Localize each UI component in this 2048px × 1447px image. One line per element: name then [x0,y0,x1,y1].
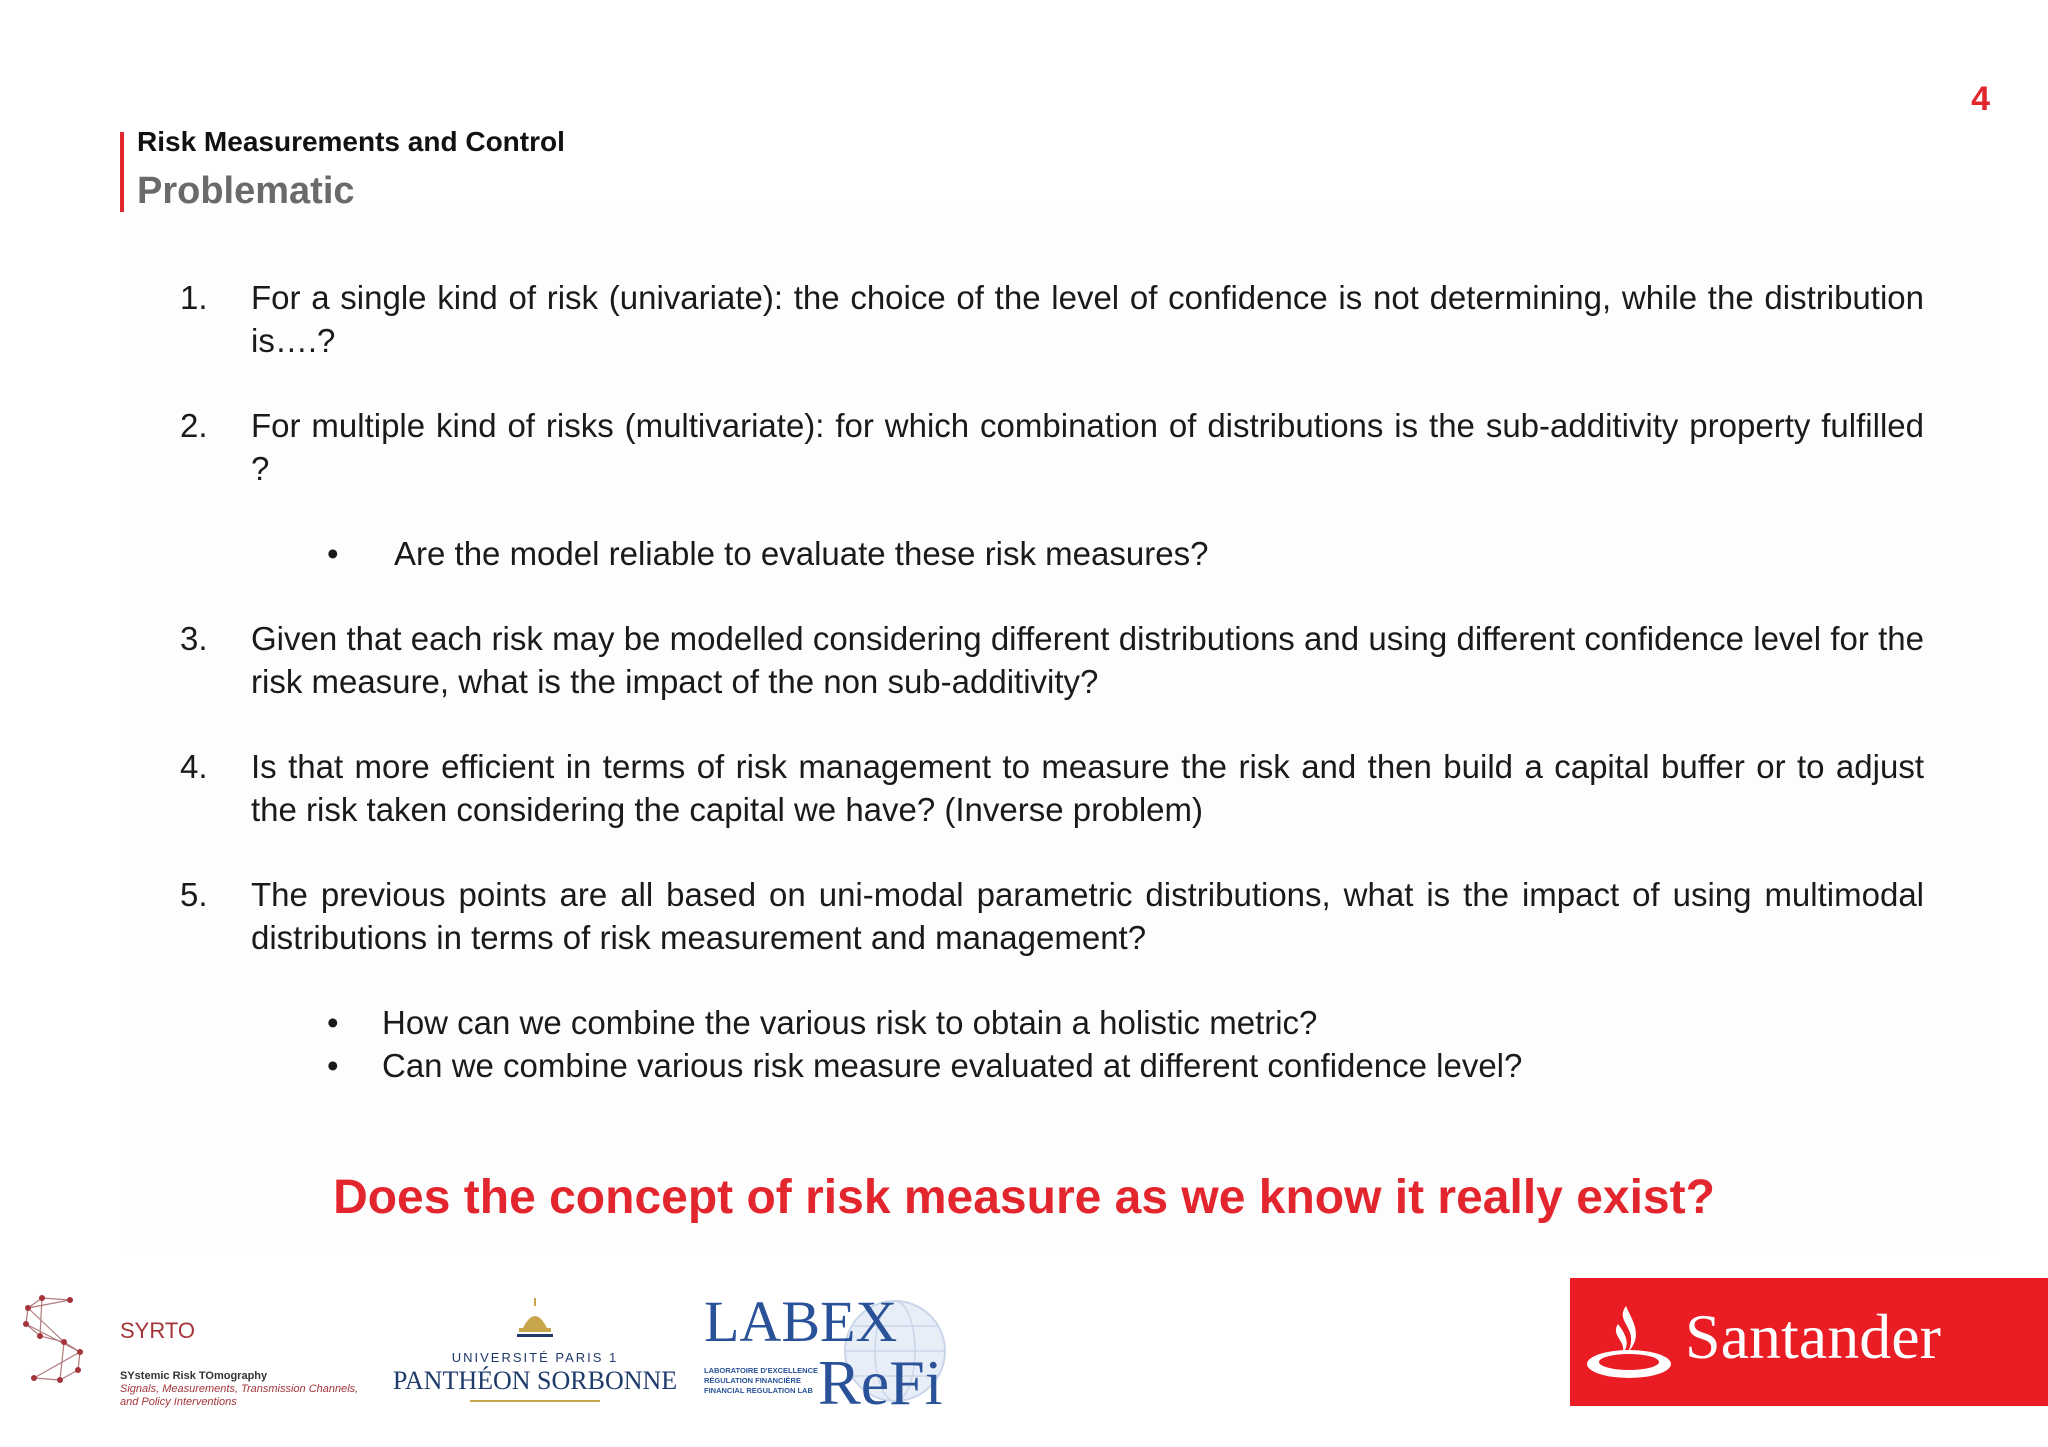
bullet-icon: • [327,1004,339,1041]
syrto-network-icon [20,1294,90,1384]
syrto-tagline-2: and Policy Interventions [120,1396,237,1408]
labex-subtitle-1: LABORATOIRE D'EXCELLENCE [704,1366,819,1375]
bullet-icon: • [327,1047,339,1084]
sorbonne-underline [470,1400,600,1402]
bullet-item [327,532,1924,575]
university-line-1: UNIVERSITÉ PARIS 1 [451,1350,619,1365]
item-number: 5. [180,876,208,913]
dome-icon [515,1298,555,1344]
item-text: For a single kind of risk (univariate): the choice of the level of confidence is not determining, while the distribution is….? [251,279,1924,359]
slide-title: Problematic [137,170,355,212]
item-number: 2. [180,407,208,444]
labex-refi-text: ReFi [818,1347,943,1418]
bullet-text: Can we combine various risk measure evaluated at different confidence level? [382,1047,1523,1084]
item-number: 1. [180,279,208,316]
key-question: Does the concept of risk measure as we know it really exist? [333,1171,1715,1224]
sub-bullets-2 [327,532,1924,575]
bullet-text: How can we combine the various risk to obtain a holistic metric? [382,1004,1318,1041]
sub-bullets-5 [327,1001,1924,1087]
item-text: Given that each risk may be modelled considering different distributions and using different confidence level for the risk measure, what is the impact of the non sub-additivity? [251,620,1924,700]
list-item-3 [180,617,1924,703]
bullet-item [327,1044,1924,1087]
labex-title: LABEX [704,1289,898,1354]
university-line-2: PANTHÉON SORBONNE [392,1366,678,1395]
item-text: The previous points are all based on uni-modal parametric distributions, what is the impact of using multimodal distributions in terms of risk measurement and management? [251,876,1924,956]
question-list [180,276,1924,1129]
footer-logos [0,1270,2048,1447]
labex-subtitle-2: RÉGULATION FINANCIÈRE [704,1376,801,1385]
title-accent-bar [120,132,124,212]
labex-subtitle [704,1366,818,1396]
santander-text: Santander [1685,1301,1941,1372]
syrto-name: SYRTO [120,1318,195,1343]
syrto-tagline-1: Signals, Measurements, Transmission Channels, [120,1383,359,1395]
item-text: For multiple kind of risks (multivariate): for which combination of distributions is the sub-additivity property fulfilled ? [251,407,1924,487]
labex-subtitle-3: FINANCIAL REGULATION LAB [704,1386,813,1395]
item-number: 4. [180,748,208,785]
syrto-subtitle-line: SYstemic Risk TOmography [120,1370,268,1382]
syrto-subtitle [120,1370,358,1409]
flame-icon [1584,1302,1674,1382]
syrto-logo [20,1294,380,1408]
sorbonne-logo [390,1290,680,1400]
list-item-4 [180,745,1924,831]
list-item-1 [180,276,1924,362]
list-item-2 [180,404,1924,490]
page-number: 4 [1971,80,1990,118]
item-number: 3. [180,620,208,657]
bullet-item [327,1001,1924,1044]
section-title: Risk Measurements and Control [137,126,565,157]
santander-logo [1570,1278,2048,1406]
labex-refi-logo [700,1288,960,1418]
bullet-icon: • [327,535,339,572]
bullet-text: Are the model reliable to evaluate these risk measures? [394,535,1209,572]
list-item-5 [180,873,1924,959]
item-text: Is that more efficient in terms of risk management to measure the risk and then build a capital buffer or to adjust the risk taken considering the capital we have? (Inverse problem) [251,748,1924,828]
